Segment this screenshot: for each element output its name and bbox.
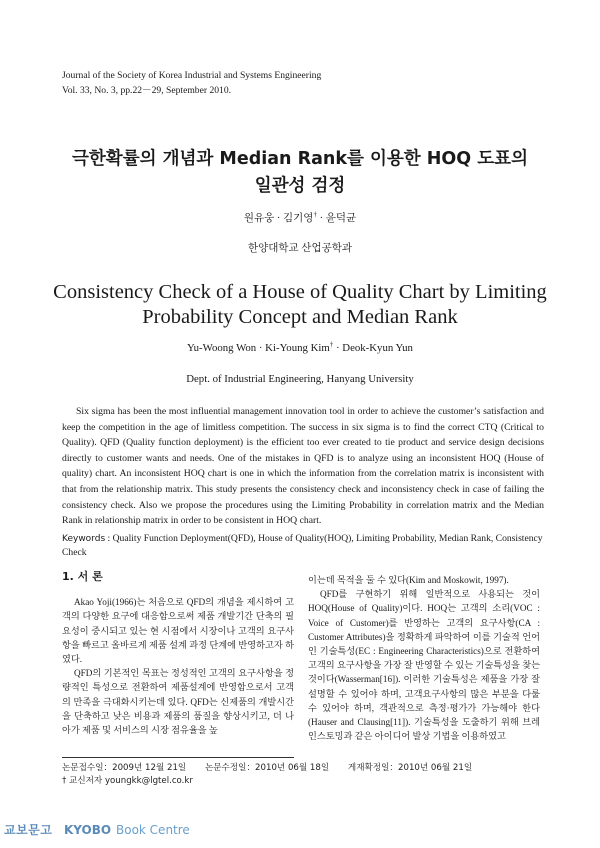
footnote-dates	[62, 762, 488, 775]
journal-name: Journal of the Society of Korea Industrial and Systems Engineering	[62, 70, 322, 81]
korean-authors	[0, 210, 600, 225]
accepted-date: 게재확정일：2010년 06월 21일	[347, 763, 473, 773]
corresponding-author: † 교신저자 youngkk@lgtel.co.kr	[62, 775, 193, 786]
kyobo-banner	[0, 822, 260, 839]
dagger-mark: †	[313, 210, 317, 219]
paragraph: QFD를 구현하기 위해 일반적으로 사용되는 것이 HOQ(House of Quality)이다. HOQ는 고객의 소리(VOC : Voice of Customer)를 반영하는 고객의 요구사항(CA : Customer Attributes)을 정확하게 파악하여 이를 기술적 언어인 기술특성(EC : Engineering Characteristics)으로 전환하여 고객의 요구사항을 가장 잘 반영할 수 있는 기술특성을 찾는 것이다(Wasserman[16]). 이러한 기술특성은 제품을 가장 잘 설명할 수 있어야 하며, 고객요구사항의 많은 부분을 다룰 수 있어야 하며, 객관적으로 측정·평가가 가능해야 한다(Hauser and Clausing[11]). 기술특성을 도출하기 위해 브레인스토밍과 같은 아이디어 발상 기법을 이용하였고	[308, 589, 540, 742]
right-column	[308, 573, 540, 743]
english-title-line2: Probability Concept and Median Rank	[142, 306, 458, 328]
left-column	[62, 570, 294, 737]
footnote-divider	[62, 757, 294, 758]
journal-volume: Vol. 33, No. 3, pp.22－29, September 2010.	[62, 85, 232, 96]
received-date: 논문접수일：2009년 12월 21일	[62, 763, 187, 773]
korean-authors-last: · 윤덕균	[316, 213, 357, 224]
english-authors-last: · Deok-Kyun Yun	[333, 342, 413, 354]
keywords-label: Keywords	[62, 534, 106, 544]
korean-authors-names: 원유웅 · 김기영	[243, 213, 314, 224]
abstract: Six sigma has been the most influential management innovation tool in order to achieve the customer’s satisfaction and keep the competition in the age of limitless competition. The success in six sigma is to find the correct CTQ (Critical to Quality). QFD (Quality function deployment) is the efficient too ever created to tie product and service design decisions directly to customer wants and needs. One of the mistakes in QFD is to analyze using an inconsistent HOQ (House of quality) chart. An inconsistent HOQ chart is one in which the information from the correlation matrix is inconsistent with that from the relationship matrix. This study presents the consistency check and inconsistency check in case of failing the consistency check. Also we propose the procedures using the Limiting Probability in correlation matrix and the Median Rank in relationship matrix in order to be consistent in HOQ chart.	[62, 406, 544, 527]
revised-date: 논문수정일：2010년 06월 18일	[204, 763, 330, 773]
english-affiliation: Dept. of Industrial Engineering, Hanyang University	[186, 373, 414, 385]
banner-english: KYOBO	[64, 823, 112, 837]
paragraph: QFD의 기본적인 목표는 정성적인 고객의 요구사항을 정량적인 특성으로 전환하여 제품설계에 반영함으로서 고객의 만족을 극대화시키는데 있다. QFD는 신제품의 개발시간을 단축하고 낮은 비용과 제품의 품질을 향상시키고, 더 나아가 제품 및 서비스의 시장 점유율을 높	[62, 668, 294, 736]
dagger-mark: †	[329, 340, 334, 349]
korean-title-line2: 일관성 검정	[254, 176, 346, 196]
korean-affiliation: 한양대학교 산업공학과	[247, 243, 353, 254]
korean-title	[0, 146, 600, 200]
journal-header	[62, 68, 321, 98]
english-authors-names: Yu-Woong Won · Ki-Young Kim	[187, 342, 330, 354]
banner-korean: 교보문고	[4, 823, 53, 837]
english-title	[0, 280, 600, 330]
keywords-text: : Quality Function Deployment(QFD), House of Quality(HOQ), Limiting Probability, Median Rank, Consistency Check	[62, 533, 543, 558]
english-authors	[0, 342, 600, 354]
paragraph: 이는데 목적을 둘 수 있다(Kim and Moskowit, 1997).	[308, 575, 509, 585]
keywords	[62, 532, 544, 560]
footnote	[62, 762, 488, 787]
korean-title-line1: 극한확률의 개념과 Median Rank를 이용한 HOQ 도표의	[72, 149, 528, 169]
paragraph: Akao Yoji(1966)는 처음으로 QFD의 개념을 제시하여 고객의 다양한 요구에 대응함으로써 제품 개발기간 단축의 필요성이 중시되고 있는 현 시점에서 시장이나 고객의 요구사항을 빠르고 올바르게 제품 설계 과정 단계에 반영하고자 하였다.	[62, 597, 294, 665]
section-heading: 1. 서 론	[62, 570, 103, 583]
banner-suffix: Book Centre	[116, 823, 190, 837]
english-title-line1: Consistency Check of a House of Quality Chart by Limiting	[53, 281, 547, 303]
